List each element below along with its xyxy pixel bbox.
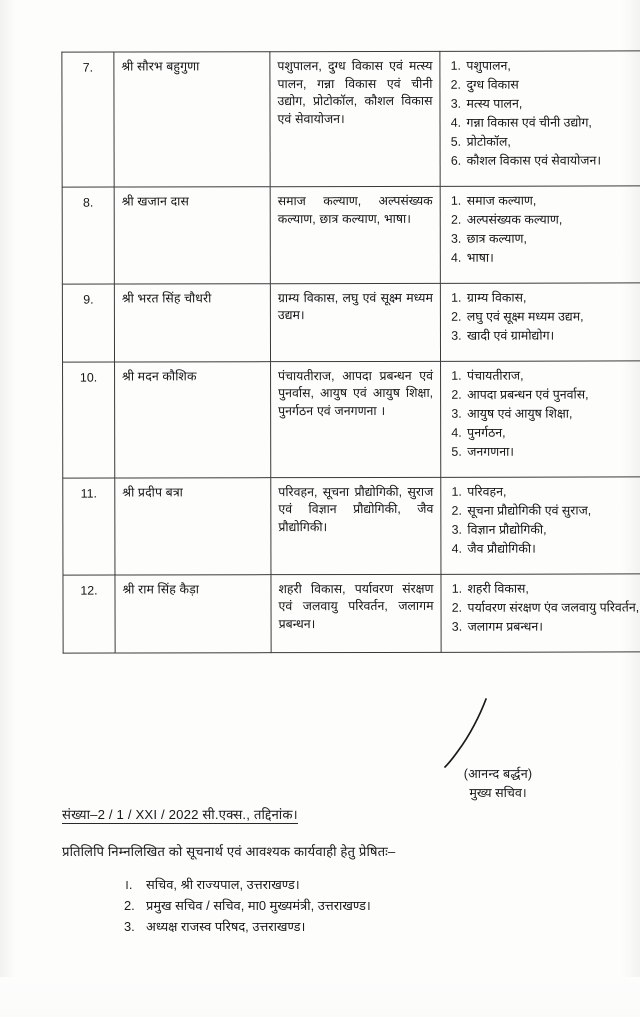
row-department-list-cell bbox=[441, 361, 640, 477]
row-serial-cell bbox=[62, 52, 114, 187]
table-row bbox=[62, 283, 640, 362]
department-list bbox=[447, 57, 640, 170]
list-item: 2. लघु एवं सूक्ष्म मध्यम उद्यम, bbox=[465, 308, 640, 326]
row-departments-cell bbox=[270, 283, 440, 361]
row-serial-cell bbox=[63, 478, 115, 575]
signatory-title: मुख्य सचिव। bbox=[469, 785, 527, 800]
departments-paragraph: शहरी विकास, पर्यावरण संरक्षण एवं जलवायु परिवर्तन, जलागम प्रबन्धन। bbox=[278, 581, 434, 632]
reference-number-line bbox=[62, 805, 298, 823]
minister-name: श्री खजान दास bbox=[121, 194, 189, 209]
departments-paragraph: पंचायतीराज, आपदा प्रबन्धन एवं पुनर्वास, आयुष एवं आयुष शिक्षा, पुनर्गठन एवं जनगणना । bbox=[278, 368, 434, 419]
serial-number: 9. bbox=[83, 292, 94, 307]
list-item: 1. शहरी विकास, bbox=[465, 580, 640, 598]
minister-name: श्री मदन कौशिक bbox=[122, 369, 197, 384]
distribution-list bbox=[124, 874, 371, 937]
list-item: 2. आपदा प्रबन्धन एवं पुनर्वास, bbox=[465, 386, 640, 404]
scan-edge-left bbox=[0, 0, 16, 1017]
list-item: 2. पर्यावरण संरक्षण एंव जलवायु परिवर्तन, bbox=[466, 599, 640, 617]
list-item-index: 2. bbox=[124, 898, 135, 914]
table-row bbox=[63, 477, 640, 575]
table-body bbox=[62, 51, 640, 653]
serial-number: 8. bbox=[83, 195, 94, 210]
table-row bbox=[62, 51, 640, 187]
row-name-cell bbox=[114, 284, 270, 362]
list-item bbox=[124, 895, 371, 916]
departments-paragraph: समाज कल्याण, अल्पसंख्यक कल्याण, छात्र कल्याण, भाषा। bbox=[277, 193, 433, 226]
list-item: 3. खादी एवं ग्रामोद्योग। bbox=[465, 327, 640, 345]
table-row bbox=[63, 574, 640, 653]
list-item: 3. मत्स्य पालन, bbox=[464, 95, 640, 113]
row-departments-cell bbox=[271, 574, 441, 652]
list-item: 4. गन्ना विकास एवं चीनी उद्योग, bbox=[465, 114, 640, 132]
list-item: 5. प्रोटोकॉल, bbox=[465, 133, 640, 151]
row-departments-cell bbox=[270, 51, 440, 186]
minister-name: श्री भरत सिंह चौधरी bbox=[121, 291, 212, 306]
row-serial-cell bbox=[62, 187, 114, 284]
row-departments-cell bbox=[270, 186, 440, 283]
serial-number: 10. bbox=[79, 370, 98, 385]
row-name-cell bbox=[115, 477, 271, 574]
list-item: 3. छात्र कल्याण, bbox=[465, 230, 640, 248]
row-department-list-cell bbox=[440, 51, 640, 186]
row-serial-cell bbox=[62, 284, 114, 362]
table-row bbox=[62, 186, 640, 284]
minister-name: श्री प्रदीप बत्रा bbox=[122, 485, 183, 500]
list-item: 3. विज्ञान प्रौद्योगिकी, bbox=[465, 521, 640, 539]
list-item: 1. समाज कल्याण, bbox=[465, 192, 640, 210]
list-item: 2. अल्पसंख्यक कल्याण, bbox=[465, 211, 640, 229]
minister-name: श्री सौरभ बहुगुणा bbox=[121, 59, 200, 74]
departments-paragraph: परिवहन, सूचना प्रौद्योगिकी, सुराज एवं विज्ञान प्रौद्योगिकी, जैव प्रौद्योगिकी। bbox=[278, 484, 434, 535]
list-item bbox=[124, 874, 371, 895]
departments-paragraph: पशुपालन, दुग्ध विकास एवं मत्स्य पालन, गन्ना विकास एवं चीनी उद्योग, प्रोटोकॉल, कौशल विकास एवं सेवायोजन। bbox=[277, 58, 433, 127]
department-list bbox=[448, 580, 640, 636]
list-item: 1. परिवहन, bbox=[465, 483, 640, 501]
circulation-note: प्रतिलिपि निम्नलिखित को सूचनार्थ एवं आवश्यक कार्यवाही हेतु प्रेषितः– bbox=[62, 844, 396, 859]
reference-number: संख्या–2 / 1 / XXI / 2022 सी.एक्स., तद्दिनांक। bbox=[62, 807, 298, 822]
serial-number: 12. bbox=[80, 583, 98, 598]
department-list bbox=[448, 289, 640, 345]
row-serial-cell bbox=[63, 575, 115, 653]
list-item-index: 3. bbox=[124, 919, 135, 935]
row-department-list-cell bbox=[441, 477, 640, 574]
serial-number: 7. bbox=[82, 60, 94, 75]
department-list bbox=[448, 367, 640, 461]
list-item: 2. दुग्ध विकास bbox=[464, 76, 640, 94]
list-item: 3. जलागम प्रबन्धन। bbox=[466, 618, 640, 636]
department-list bbox=[448, 192, 640, 267]
list-item-text: अध्यक्ष राजस्व परिषद, उत्तराखण्ड। bbox=[146, 919, 306, 935]
list-item: 5. जनगणना। bbox=[465, 443, 640, 461]
list-item-index: ।. bbox=[124, 877, 133, 892]
row-name-cell bbox=[114, 52, 270, 187]
signature-block bbox=[398, 765, 598, 803]
list-item: 4. जैव प्रौद्योगिकी। bbox=[465, 540, 640, 558]
list-item-text: सचिव, श्री राज्यपाल, उत्तराखण्ड। bbox=[146, 877, 300, 892]
department-list bbox=[448, 483, 640, 558]
row-department-list-cell bbox=[441, 574, 640, 652]
row-departments-cell bbox=[271, 477, 441, 574]
row-department-list-cell bbox=[440, 283, 640, 361]
list-item: 2. सूचना प्रौद्योगिकी एवं सुराज, bbox=[465, 502, 640, 520]
list-item bbox=[124, 916, 371, 937]
row-name-cell bbox=[115, 361, 271, 477]
row-name-cell bbox=[115, 574, 271, 652]
handwritten-signature-mark bbox=[440, 697, 500, 769]
table-row bbox=[63, 361, 640, 478]
serial-number: 11. bbox=[80, 486, 97, 501]
list-item: 6. कौशल विकास एवं सेवायोजन। bbox=[465, 152, 640, 170]
row-serial-cell bbox=[63, 362, 115, 478]
list-item: 1. पशुपालन, bbox=[464, 57, 640, 75]
signatory-name: (आनन्द बर्द्धन) bbox=[463, 767, 533, 781]
list-item-text: प्रमुख सचिव / सचिव, मा0 मुख्यमंत्री, उत्तराखण्ड। bbox=[146, 898, 371, 914]
row-name-cell bbox=[114, 187, 270, 284]
list-item: 1. ग्राम्य विकास, bbox=[465, 289, 640, 307]
list-item: 1. पंचायतीराज, bbox=[465, 367, 640, 385]
row-department-list-cell bbox=[440, 186, 640, 283]
portfolio-allocation-table bbox=[61, 50, 640, 653]
departments-paragraph: ग्राम्य विकास, लघु एवं सूक्ष्म मध्यम उद्यम। bbox=[277, 290, 433, 323]
minister-name: श्री राम सिंह कैड़ा bbox=[122, 581, 200, 597]
scan-edge-bottom bbox=[0, 977, 640, 1017]
list-item: 4. भाषा। bbox=[465, 249, 640, 267]
list-item: 4. पुनर्गठन, bbox=[465, 424, 640, 442]
list-item: 3. आयुष एवं आयुष शिक्षा, bbox=[465, 405, 640, 423]
row-departments-cell bbox=[271, 361, 441, 477]
